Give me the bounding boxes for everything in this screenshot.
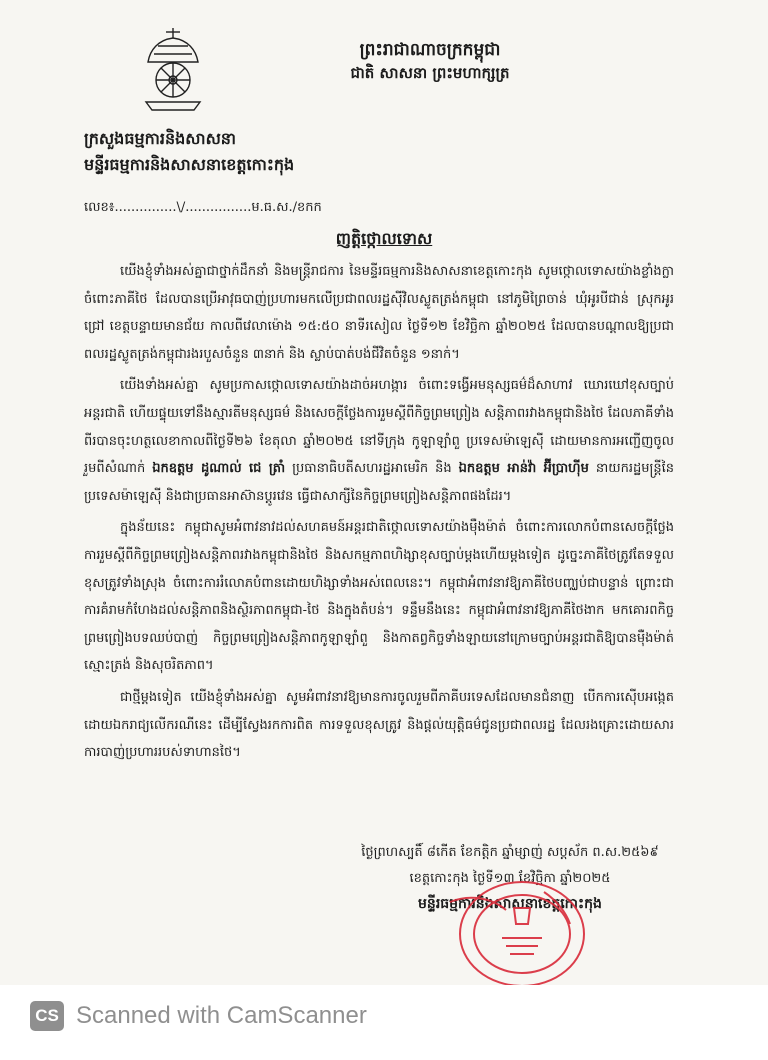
- camscanner-logo-icon: CS: [30, 1001, 64, 1031]
- solar-date: ខេត្តកោះកុង ថ្ងៃទី១៣ ខែវិច្ឆិកា ឆ្នាំ២០២៥: [409, 871, 611, 886]
- official-seal-icon: [440, 872, 605, 990]
- paragraph-2-text-c: នាយករដ្ឋមន្ត្រីនៃប្រទេសម៉ាឡេស៊ី និងជាប្រធានអាស៊ានប្តូរវេន ធ្វើជាសាក្សីនៃកិច្ចព្រមព្រៀងសន្តិភាពផងដែរ។: [84, 461, 675, 504]
- lunar-date: ថ្ងៃព្រហស្បតិ៍ ៨កើត ខែកត្តិក ឆ្នាំម្សាញ់ សប្តស័ក ព.ស.២៥៦៩: [361, 845, 659, 860]
- national-motto: ជាតិ សាសនា ព្រះមហាក្សត្រ: [350, 64, 510, 82]
- document-title: ញត្តិថ្កោលទោស: [335, 229, 433, 248]
- camscanner-text: Scanned with CamScanner: [76, 1002, 367, 1029]
- document-body: [84, 258, 674, 771]
- paragraph-1: យើងខ្ញុំទាំងអស់គ្នាជាថ្នាក់ដឹកនាំ និងមន្ត្រីរាជការ នៃមន្ទីរធម្មការនិងសាសនាខេត្តកោះកុង សូមថ្កោលទោសយ៉ាងខ្លាំងក្លាចំពោះភាគីថៃ ដែលបានប្រើអាវុធបាញ់ប្រហារមកលើប្រជាពលរដ្ឋស៊ីវិលស្លូតត្រង់កម្ពុជា នៅភូមិព្រៃចាន់ ឃុំអូរបីជាន់ ស្រុកអូរជ្រៅ ខេត្តបន្ទាយមានជ័យ កាលពីវេលាម៉ោង ១៥:៥០ នាទីរសៀល ថ្ងៃទី១២ ខែវិច្ឆិកា ឆ្នាំ២០២៥ ដែលបានបណ្តាលឱ្យប្រជាពលរដ្ឋស្លូតត្រង់កម្ពុជារងរបួសចំនួន ៣នាក់ និង ស្លាប់បាត់បង់ជីវិតចំនួន ១នាក់។: [84, 264, 674, 362]
- paragraph-2-text-a: យើងទាំងអស់គ្នា សូមប្រកាសថ្កោលទោសយ៉ាងដាច់អហង្ការ ចំពោះទង្វើអមនុស្សធម៌ដ៏សាហាវ ឃោរឃៅខុសច្បាប់អន្តរជាតិ ហើយផ្ទុយទៅនឹងស្មារតីមនុស្សធម៌ និងសេចក្តីថ្លែងការរួមស្តីពីកិច្ចព្រមព្រៀង សន្តិភាពរវាងកម្ពុជានិងថៃ ដែលភាគីទាំងពីរបានចុះហត្ថលេខាកាលពីថ្ងៃទី២៦ ខែតុលា ឆ្នាំ២០២៥ នៅទីក្រុង កូឡាឡាំពួ ប្រទេសម៉ាឡេស៊ី ដោយមានការអញ្ជើញចូលរួមពីសំណាក់: [84, 378, 674, 477]
- royal-emblem-icon: [136, 24, 210, 116]
- ministry-block: [84, 126, 294, 178]
- paragraph-2-text-b: ប្រធានាធិបតីសហរដ្ឋអាមេរិក និង: [285, 461, 459, 477]
- kingdom-header: [300, 38, 560, 84]
- signer-title: មន្ទីរធម្មការនិងសាសនាខេត្តកោះកុង: [418, 896, 602, 912]
- kingdom-name: ព្រះរាជាណាចក្រកម្ពុជា: [359, 40, 501, 60]
- paragraph-3: ក្នុងន័យនេះ កម្ពុជាសូមអំពាវនាវដល់សហគមន៍អន្តរជាតិថ្កោលទោសយ៉ាងម៉ឺងម៉ាត់ ចំពោះការលោកបំពានសេចក្តីថ្លែងការរួមស្តីពីកិច្ចព្រមព្រៀងសន្តិភាពរវាងកម្ពុជានិងថៃ និងសកម្មភាពហិង្សាខុសច្បាប់ម្តងហើយម្តងទៀត ដូច្នេះភាគីថៃត្រូវតែទទួលខុសត្រូវទាំងស្រុង ចំពោះការរំលោភបំពានដោយហិង្សាទាំងអស់ពេលនេះ។ កម្ពុជាអំពាវនាវឱ្យភាគីថៃបញ្ឈប់ជាបន្ទាន់ ព្រោះជាការគំរាមកំហែងដល់សន្តិភាពនិងស្ថិរភាពកម្ពុជា-ថៃ និងក្នុងតំបន់។ ទន្ទឹមនឹងនេះ កម្ពុជាអំពាវនាវឱ្យភាគីថៃងាក មកគោរពកិច្ចព្រមព្រៀងបទឈប់បាញ់ កិច្ចព្រមព្រៀងសន្តិភាពកូឡាឡាំពួ និងកាតព្វកិច្ចទាំងឡាយនៅក្រោមច្បាប់អន្តរជាតិឱ្យបានម៉ឺងម៉ាត់ ស្មោះត្រង់ និងសុចរិតភាព។: [84, 520, 674, 674]
- ministry-name: ក្រសួងធម្មការនិងសាសនា: [84, 129, 237, 148]
- paragraph-2: [84, 372, 674, 510]
- paragraph-4: ជាថ្មីម្តងទៀត យើងខ្ញុំទាំងអស់គ្នា សូមអំពាវនាវឱ្យមានការចូលរួមពីភាគីបរទេសដែលមានជំនាញ បើកការស៊ើបអង្កេតដោយឯករាជ្យលើករណីនេះ ដើម្បីស្វែងរកការពិត ការទទួលខុសត្រូវ និងផ្តល់យុត្តិធម៌ជូនប្រជាពលរដ្ឋ ដែលរងគ្រោះដោយសារការបាញ់ប្រហាររបស់ទាហានថៃ។: [84, 689, 674, 761]
- paragraph-2-name-1: ឯកឧត្តម ដូណាល់ ជេ ត្រាំ: [152, 461, 286, 477]
- department-name: មន្ទីរធម្មការនិងសាសនាខេត្តកោះកុង: [84, 155, 295, 174]
- paragraph-2-name-2: ឯកឧត្តម អាន់វ៉ា អ៊ីប្រាហ៊ីម: [458, 461, 589, 477]
- scanner-watermark: [0, 985, 768, 1060]
- reference-number: លេខ៖...............\/................ម.ធ.ស./ខកក: [84, 200, 322, 215]
